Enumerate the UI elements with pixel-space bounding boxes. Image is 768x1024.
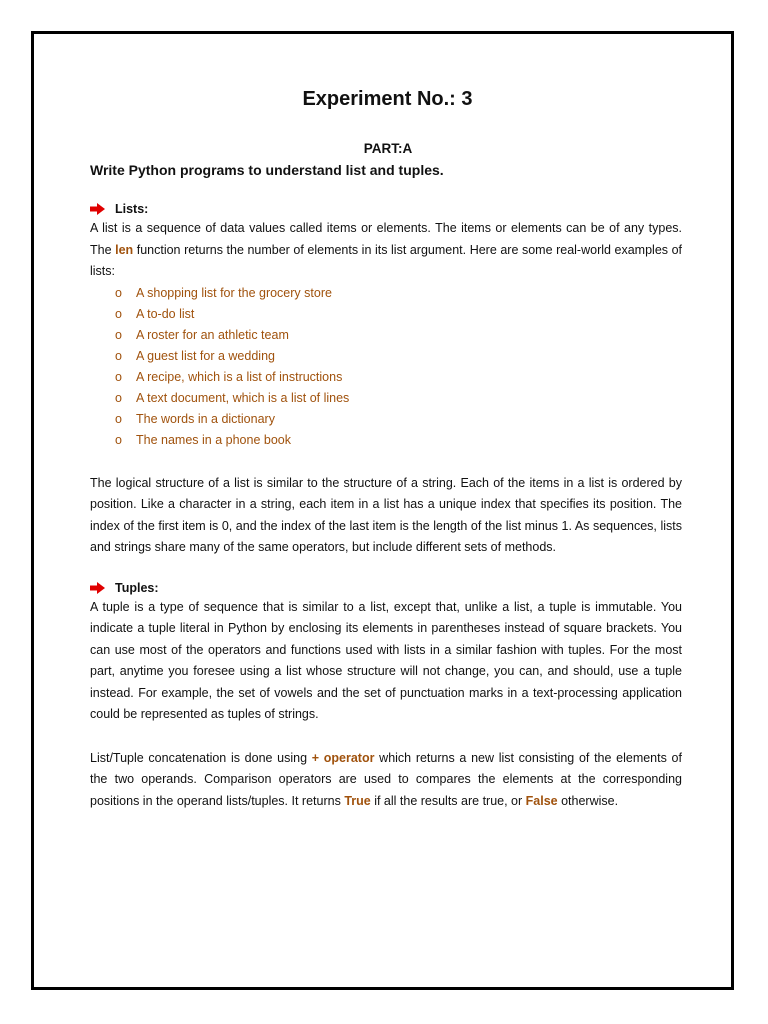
list-item — [115, 283, 682, 304]
tuples-heading — [90, 581, 682, 595]
len-keyword: len — [115, 242, 134, 257]
bullet-circle-icon: o — [115, 390, 122, 405]
tuples-heading-label: Tuples: — [115, 580, 159, 595]
list-item — [115, 388, 682, 409]
list-item-text: A shopping list for the grocery store — [136, 285, 332, 300]
experiment-title: Experiment No.: 3 — [302, 88, 473, 110]
list-item — [115, 367, 682, 388]
list-item-text: The words in a dictionary — [136, 411, 275, 426]
bullet-circle-icon: o — [115, 348, 122, 363]
bullet-circle-icon: o — [115, 327, 122, 342]
concat-text-3: if all the results are true, or — [370, 793, 526, 808]
list-item-text: The names in a phone book — [136, 432, 291, 447]
false-keyword: False — [525, 793, 558, 808]
lists-heading — [90, 202, 682, 216]
list-item-text: A recipe, which is a list of instructions — [136, 369, 343, 384]
list-item — [115, 346, 682, 367]
list-item — [115, 325, 682, 346]
list-item-text: A roster for an athletic team — [136, 327, 289, 342]
bullet-circle-icon: o — [115, 432, 122, 447]
concatenation-paragraph — [90, 748, 682, 813]
document-body — [90, 88, 682, 812]
list-item-text: A to-do list — [136, 306, 195, 321]
bullet-circle-icon: o — [115, 411, 122, 426]
tuples-paragraph: A tuple is a type of sequence that is similar to a list, except that, unlike a list, a tuple is immutable. You indicate a tuple literal in Python by enclosing its elements in parentheses instead of square brackets. You can use most of the operators and functions used with lists in a similar fashion with tuples. For the most part, anytime you foresee using a list whose structure will not change, you can, and should, use a tuple instead. For example, the set of vowels and the set of punctuation marks in a text-processing application could be represented as tuples of strings. — [90, 599, 682, 721]
list-item — [115, 430, 682, 451]
list-item-text: A text document, which is a list of lines — [136, 390, 350, 405]
bullet-circle-icon: o — [115, 369, 122, 384]
concat-text: List/Tuple concatenation is done using — [90, 750, 312, 765]
lists-intro-text: A list is a sequence of data values called items or elements. The items or elements can be of any types. The — [90, 221, 682, 257]
list-item — [115, 409, 682, 430]
lists-structure-paragraph: The logical structure of a list is similar to the structure of a string. Each of the items in a list is ordered by position. Like a character in a string, each item in a list has a unique index that specifies its position. The index of the first item is 0, and the index of the last item is the length of the list minus 1. As sequences, lists and strings share many of the same operators, but include different sets of methods. — [90, 475, 682, 554]
list-item-text: A guest list for a wedding — [136, 348, 275, 363]
aim-statement: Write Python programs to understand list and tuples. — [90, 162, 444, 178]
list-examples — [90, 283, 682, 451]
part-heading: PART:A — [363, 141, 413, 156]
bullet-circle-icon: o — [115, 306, 122, 321]
lists-heading-label: Lists: — [115, 202, 149, 216]
plus-operator-keyword: + operator — [311, 750, 375, 765]
concat-text-2: which returns a new list consisting of the elements of the two operands. Comparison operators are used to compares the elements at the corresponding positions in the operand lists/tuples. It returns — [90, 750, 682, 808]
arrow-right-icon — [90, 203, 105, 215]
arrow-right-icon — [90, 582, 105, 594]
lists-intro — [90, 218, 682, 283]
list-item — [115, 304, 682, 325]
bullet-circle-icon: o — [115, 285, 122, 300]
lists-intro-text-2: function returns the number of elements in its list argument. Here are some real-world examples of lists: — [90, 242, 683, 278]
concat-text-4: otherwise. — [557, 793, 619, 808]
true-keyword: True — [344, 793, 371, 808]
